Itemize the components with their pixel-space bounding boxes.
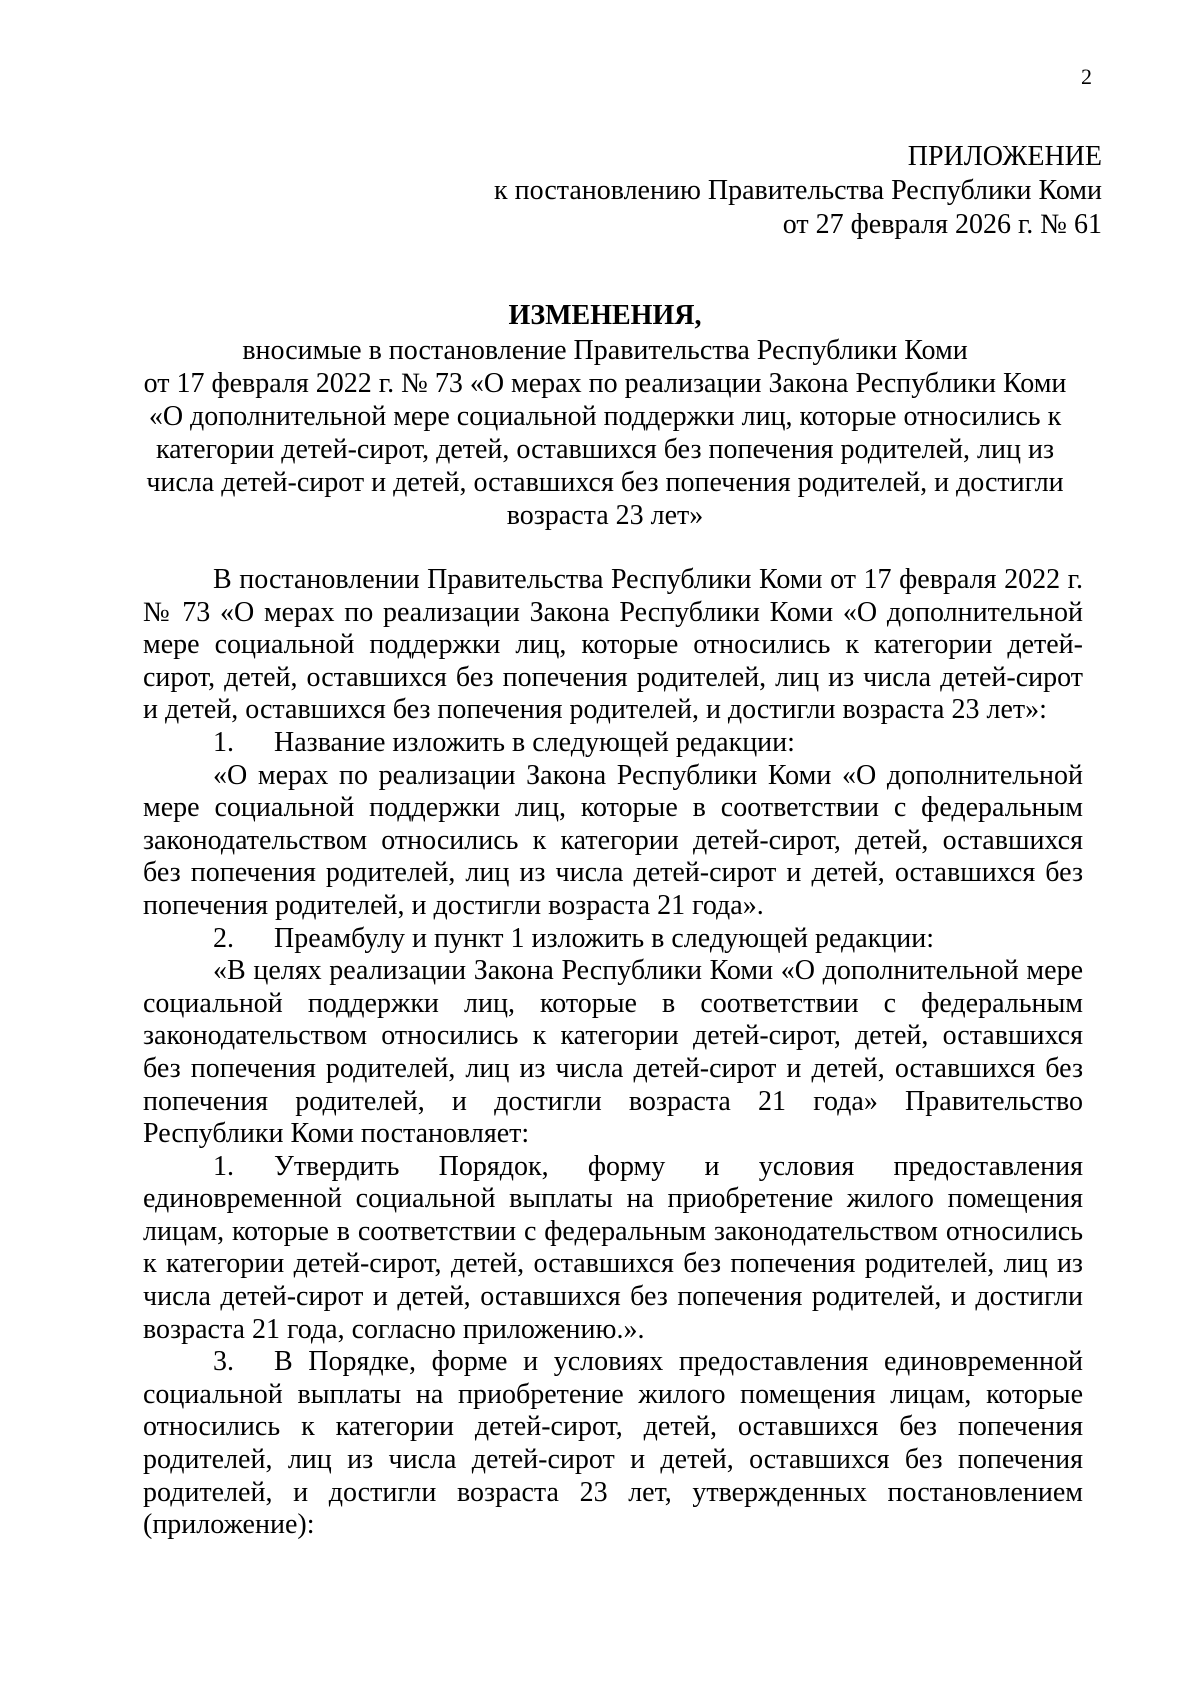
title-line: числа детей-сирот и детей, оставшихся без попечения родителей, и достигли	[146, 467, 1064, 498]
appendix-date: от 27 февраля 2026 г. № 61	[782, 209, 1102, 240]
item-2-subitem	[143, 1151, 1083, 1347]
item-3-text: В Порядке, форме и условиях предоставления единовременной социальной выплаты на приобретение жилого помещения лицам, которые относились к категории детей-сирот, детей, оставшихся без попечения родителей, лиц из числа детей-сирот и детей, оставшихся без попечения родителей, и достигли возраста 23 лет, утвержденных постановлением (приложение):	[143, 1346, 1083, 1541]
item-2-subitem-number: 1.	[213, 1150, 234, 1182]
item-2-subitem-text: Утвердить Порядок, форму и условия предоставления единовременной социальной выплаты на приобретение жилого помещения лицам, которые в соответствии с федеральным законодательством относились к категории детей-сирот, детей, оставшихся без попечения родителей, лиц из числа детей-сирот и детей, оставшихся без попечения родителей, и достигли возраста 21 года, согласно приложению.».	[143, 1150, 1083, 1345]
item-1-quote: «О мерах по реализации Закона Республики Коми «О дополнительной мере социальной поддержки лиц, которые в соответствии с федеральным законодательством относились к категории детей-сирот, детей, оставшихся без попечения родителей, лиц из числа детей-сирот и детей, оставшихся без попечения родителей, и достигли возраста 21 года».	[143, 759, 1083, 921]
item-2-number: 2.	[213, 922, 234, 954]
item-2-text: Преамбулу и пункт 1 изложить в следующей редакции:	[274, 922, 935, 954]
title-line: «О дополнительной мере социальной поддержки лиц, которые относились к	[148, 401, 1062, 432]
title-line: категории детей-сирот, детей, оставшихся без попечения родителей, лиц из	[155, 434, 1055, 465]
item-1-number: 1.	[213, 726, 234, 758]
appendix-header	[494, 140, 1102, 242]
intro-paragraph: В постановлении Правительства Республики Коми от 17 февраля 2022 г. № 73 «О мерах по реализации Закона Республики Коми «О дополнительной мере социальной поддержки лиц, которые относились к категории детей-сирот, детей, оставшихся без попечения родителей, лиц из числа детей-сирот и детей, оставшихся без попечения родителей, и достигли возраста 23 лет»:	[143, 564, 1083, 726]
document-title	[130, 298, 1080, 532]
title-subtitle	[130, 334, 1080, 532]
title-line: от 17 февраля 2022 г. № 73 «О мерах по реализации Закона Республики Коми	[143, 368, 1067, 399]
document-body	[143, 564, 1083, 1542]
title-line: вносимые в постановление Правительства Республики Коми	[242, 335, 968, 366]
title-main: ИЗМЕНЕНИЯ,	[508, 300, 702, 331]
item-1	[143, 727, 1083, 760]
appendix-label: ПРИЛОЖЕНИЕ	[907, 141, 1102, 172]
item-1-text: Название изложить в следующей редакции:	[274, 726, 795, 758]
title-line: возраста 23 лет»	[506, 500, 704, 531]
item-2	[143, 923, 1083, 956]
item-3	[143, 1346, 1083, 1542]
item-3-number: 3.	[213, 1346, 234, 1378]
appendix-reference: к постановлению Правительства Республики Коми	[494, 175, 1102, 206]
item-2-quote: «В целях реализации Закона Республики Коми «О дополнительной мере социальной поддержки лиц, которые в соответствии с федеральным законодательством относились к категории детей-сирот, детей, оставшихся без попечения родителей, лиц из числа детей-сирот и детей, оставшихся без попечения родителей, и достигли возраста 21 года» Правительство Республики Коми постановляет:	[143, 955, 1083, 1150]
page-number: 2	[1081, 64, 1092, 89]
